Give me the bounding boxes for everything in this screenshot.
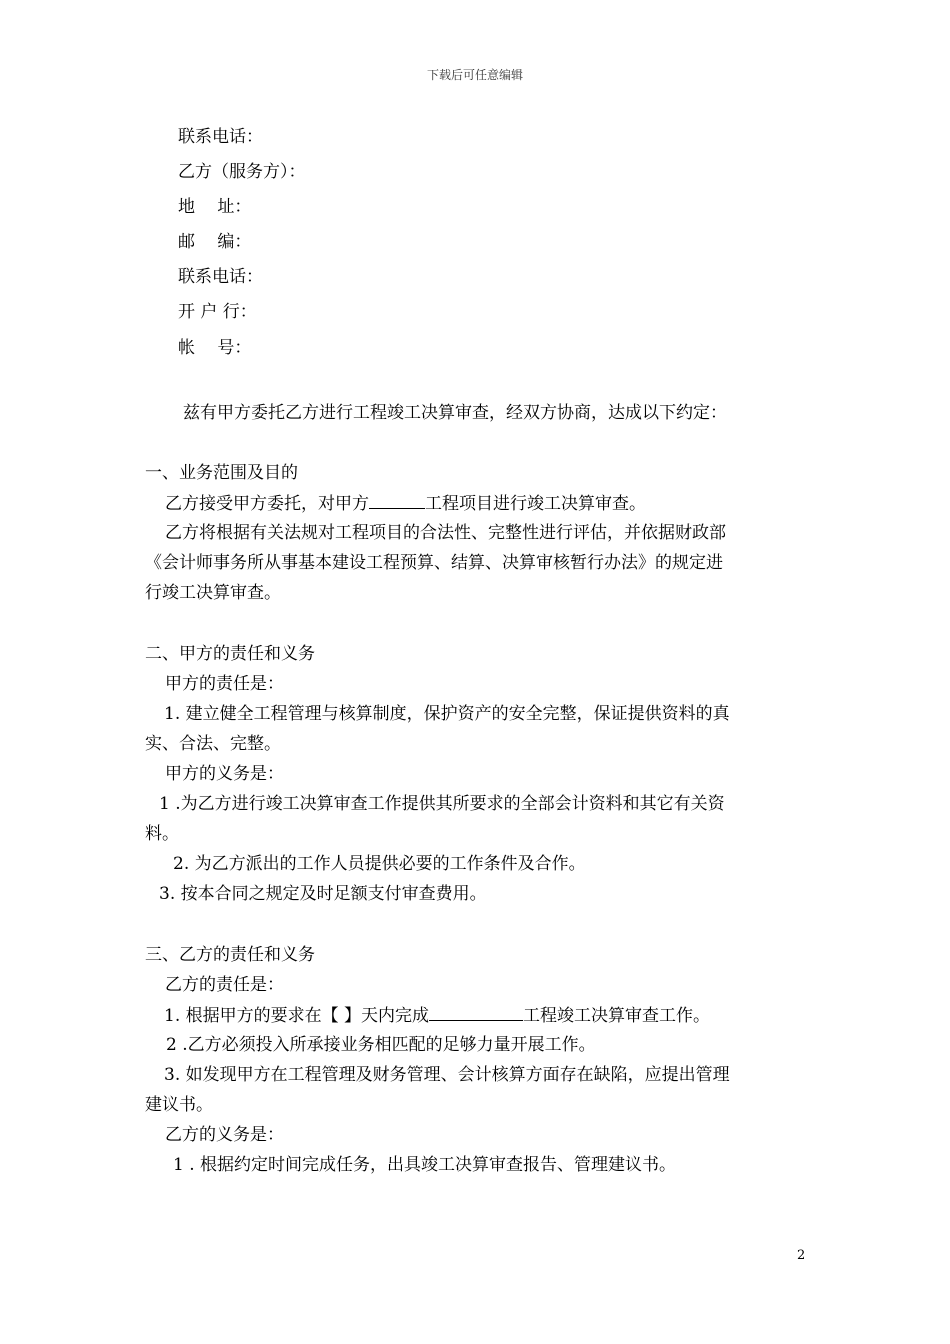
party-b-duty1: 1 . 根据约定时间完成任务，出具竣工决算审查报告、管理建议书。 <box>173 1155 677 1175</box>
account-label: 帐 号： <box>178 338 252 358</box>
page-number: 2 <box>797 1248 806 1263</box>
section1-p1-after: 工程项目进行竣工决算审查。 <box>425 494 646 514</box>
address-label: 地 址： <box>178 197 252 217</box>
phone-label-b: 联系电话： <box>178 267 263 287</box>
party-b-resp2: 2 .乙方必须投入所承接业务相匹配的足够力量开展工作。 <box>166 1035 596 1055</box>
section1-p2-line1: 乙方将根据有关法规对工程项目的合法性、完整性进行评估，并依据财政部 <box>165 523 726 543</box>
postcode-label: 邮 编： <box>178 232 252 252</box>
party-b-resp3-line1: 3. 如发现甲方在工程管理及财务管理、会计核算方面存在缺陷，应提出管理 <box>164 1065 730 1085</box>
party-b-resp3-line2: 建议书。 <box>145 1095 213 1115</box>
section1-p2-line2: 《会计师事务所从事基本建设工程预算、结算、决算审核暂行办法》的规定进 <box>145 553 723 573</box>
party-b-label: 乙方（服务方）： <box>178 162 306 182</box>
project-name-blank <box>369 492 425 509</box>
section1-paragraph1 <box>165 492 646 515</box>
party-b-resp1-before: 1. 根据甲方的要求在【 】天内完成 <box>164 1006 430 1026</box>
section2-title: 二、甲方的责任和义务 <box>145 644 315 664</box>
party-a-resp1-line1: 1. 建立健全工程管理与核算制度，保护资产的安全完整，保证提供资料的真 <box>164 704 730 724</box>
project-name-blank-2 <box>429 1004 523 1021</box>
party-b-resp-label: 乙方的责任是： <box>165 975 284 995</box>
bank-label: 开 户 行： <box>178 302 257 322</box>
party-b-duty-label: 乙方的义务是： <box>165 1125 284 1145</box>
section3-title: 三、乙方的责任和义务 <box>145 945 315 965</box>
party-b-resp1 <box>164 1004 710 1027</box>
section1-p1-before: 乙方接受甲方委托，对甲方 <box>165 494 369 514</box>
party-a-resp1-line2: 实、合法、完整。 <box>145 734 281 754</box>
party-a-duty2: 2. 为乙方派出的工作人员提供必要的工作条件及合作。 <box>173 854 586 874</box>
intro-paragraph: 兹有甲方委托乙方进行工程竣工决算审查，经双方协商，达成以下约定： <box>183 403 727 423</box>
party-a-duty1-line2: 料。 <box>145 824 179 844</box>
party-a-resp-label: 甲方的责任是： <box>165 674 284 694</box>
party-a-duty-label: 甲方的义务是： <box>165 764 284 784</box>
party-a-duty1-line1: 1 .为乙方进行竣工决算审查工作提供其所要求的全部会计资料和其它有关资 <box>159 794 725 814</box>
page-header: 下载后可任意编辑 <box>426 68 523 82</box>
phone-label-a: 联系电话： <box>178 127 263 147</box>
party-b-resp1-after: 工程竣工决算审查工作。 <box>523 1006 711 1026</box>
section1-title: 一、业务范围及目的 <box>145 463 298 483</box>
party-a-duty3: 3. 按本合同之规定及时足额支付审查费用。 <box>159 884 487 904</box>
section1-p2-line3: 行竣工决算审查。 <box>145 583 281 603</box>
